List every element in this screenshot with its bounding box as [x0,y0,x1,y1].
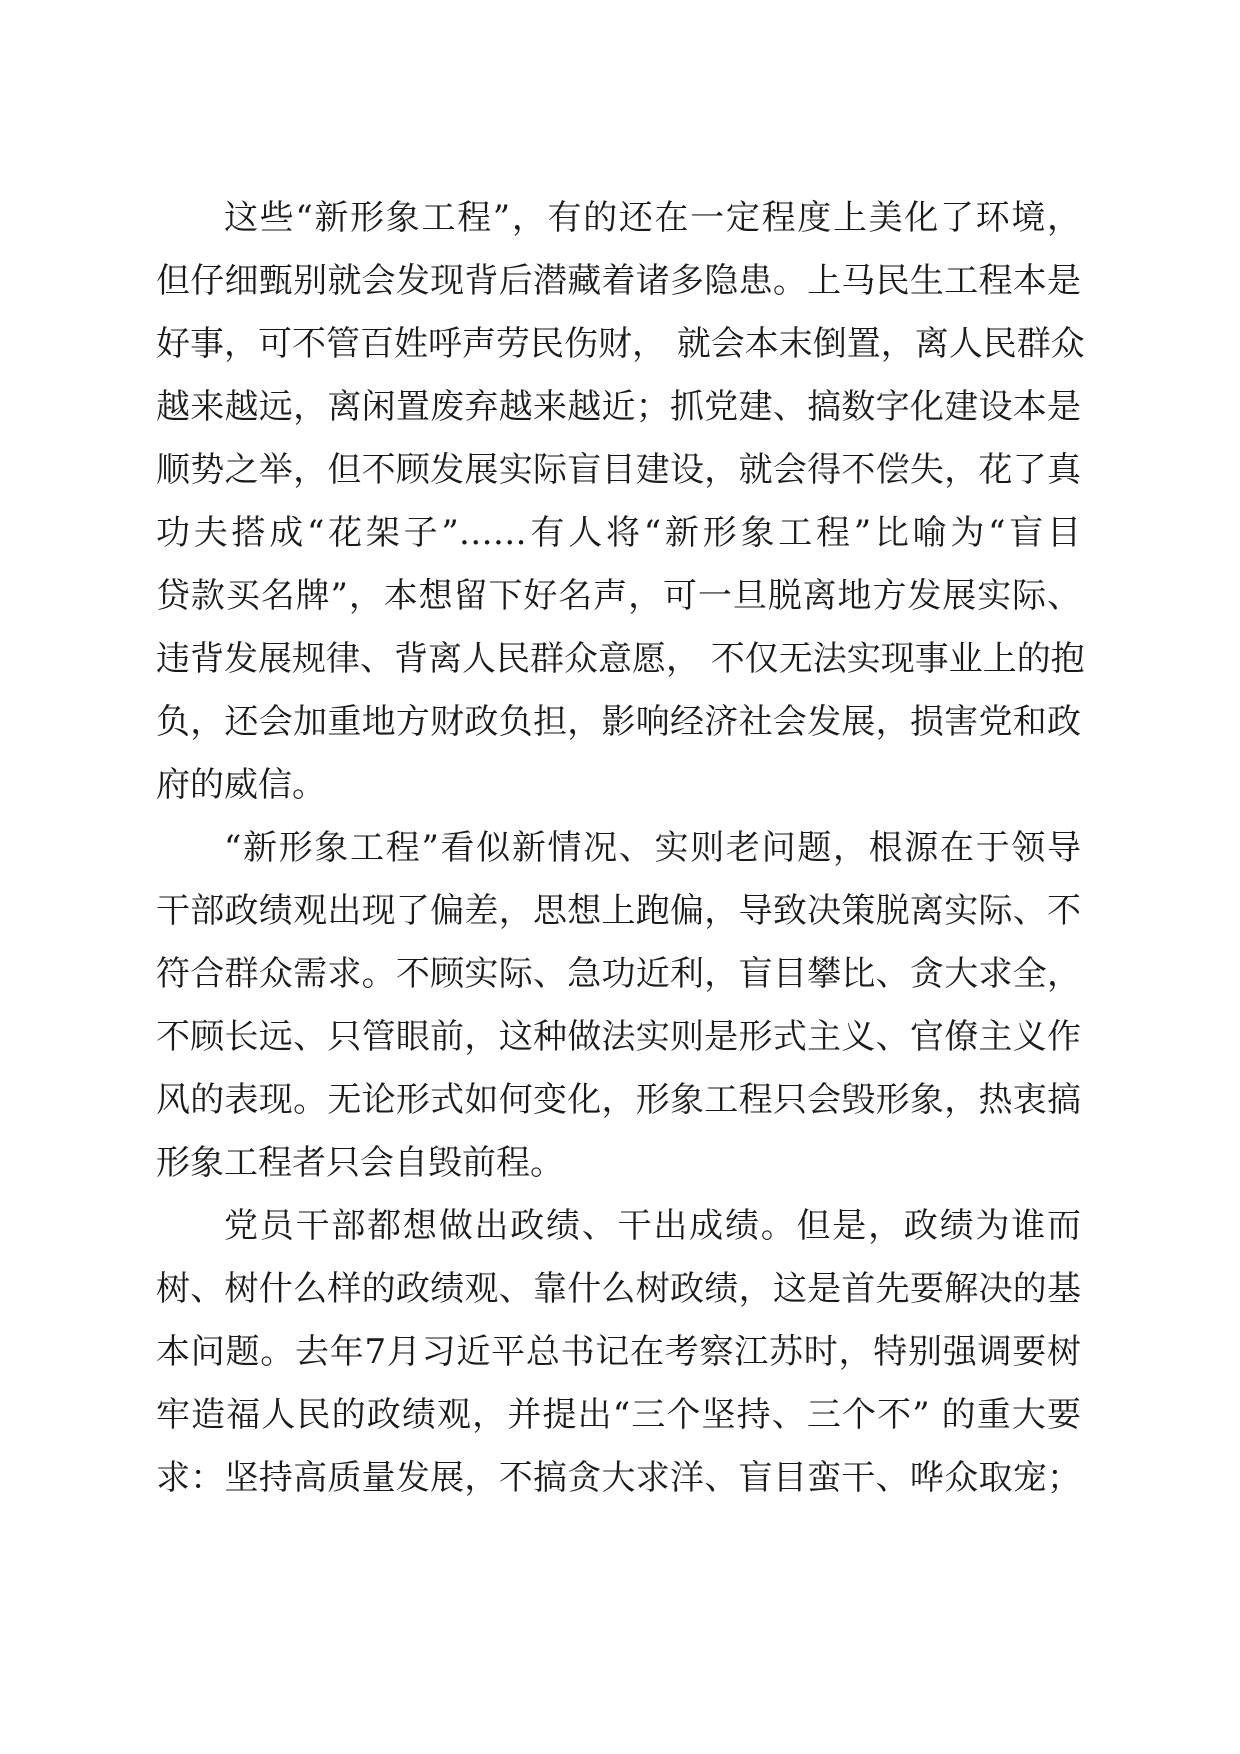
text-line: 树、树什么样的政绩观、靠什么树政绩，这是首先要解决的基 [156,1269,1081,1309]
text-line: 违背发展规律、背离人民群众意愿， 不仅无法实现事业上的抱 [156,639,1085,679]
text-line: 风的表现。无论形式如何变化，形象工程只会毁形象，热衷搞 [156,1080,1081,1120]
text-line: 这些“新形象工程”，有的还在一定程度上美化了环境， [224,198,1081,238]
document-body [156,187,1085,1510]
text-line: 符合群众需求。不顾实际、急功近利，盲目攀比、贪大求全， [156,954,1081,994]
text-line: 本问题。去年7月习近平总书记在考察江苏时，特别强调要树 [156,1332,1081,1372]
text-line: 党员干部都想做出政绩、干出成绩。但是，政绩为谁而 [224,1206,1081,1246]
text-line: 功夫搭成“花架子”……有人将“新形象工程”比喻为“盲目 [156,513,1081,553]
text-line: 府的威信。 [156,765,326,805]
text-line: “新形象工程”看似新情况、实则老问题，根源在于领导 [224,828,1081,868]
paragraph-1 [156,187,1085,817]
text-line: 不顾长远、只管眼前，这种做法实则是形式主义、官僚主义作 [156,1017,1081,1057]
text-line: 顺势之举，但不顾发展实际盲目建设，就会得不偿失，花了真 [156,450,1081,490]
text-line: 干部政绩观出现了偏差，思想上跑偏，导致决策脱离实际、不 [156,891,1081,931]
text-line: 但仔细甄别就会发现背后潜藏着诸多隐患。上马民生工程本是 [156,261,1081,301]
text-line: 负，还会加重地方财政负担，影响经济社会发展，损害党和政 [156,702,1081,742]
text-line: 形象工程者只会自毁前程。 [156,1143,564,1183]
text-line: 好事，可不管百姓呼声劳民伤财， 就会本末倒置，离人民群众 [156,324,1085,364]
text-line: 越来越远，离闲置废弃越来越近；抓党建、搞数字化建设本是 [156,387,1081,427]
paragraph-2 [156,817,1081,1195]
text-line: 求：坚持高质量发展，不搞贪大求洋、盲目蛮干、哗众取宠； [156,1458,1081,1498]
text-line: 贷款买名牌”，本想留下好名声，可一旦脱离地方发展实际、 [156,576,1081,616]
text-line: 牢造福人民的政绩观，并提出“三个坚持、三个不” 的重大要 [156,1395,1081,1435]
paragraph-3 [156,1195,1081,1510]
